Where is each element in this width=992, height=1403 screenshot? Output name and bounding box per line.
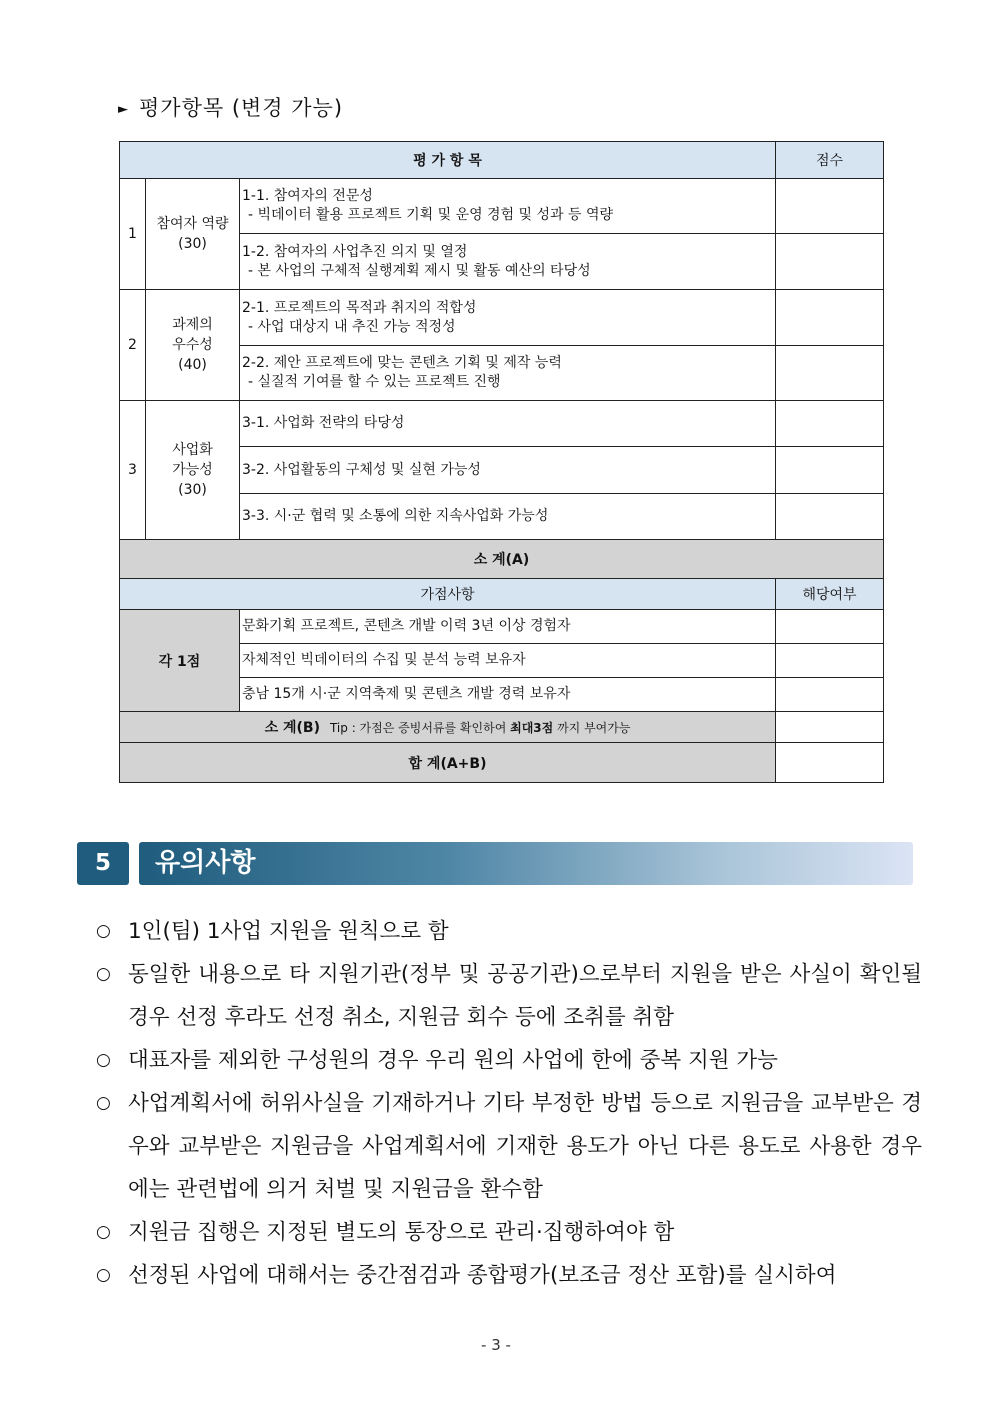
category-line: 참여자 역량 (156, 216, 229, 232)
bonus-item: 문화기획 프로젝트, 콘텐츠 개발 이력 3년 이상 경험자 (240, 610, 776, 644)
circle-bullet-icon: ○ (96, 1265, 111, 1285)
item-detail: - 실질적 기여를 할 수 있는 프로젝트 진행 (248, 374, 501, 390)
item-title: 3-1. 사업화 전략의 타당성 (242, 415, 405, 431)
evaluation-item (240, 401, 776, 447)
score-cell (776, 494, 884, 540)
circle-bullet-icon: ○ (96, 921, 111, 941)
note-text: 지원금 집행은 지정된 별도의 통장으로 관리·집행하여야 함 (128, 1220, 675, 1245)
group-number: 2 (120, 290, 146, 401)
category-line: 과제의 (172, 317, 213, 333)
item-title: 1-1. 참여자의 전문성 (242, 188, 373, 204)
group-category (146, 179, 240, 290)
note-text: 대표자를 제외한 구성원의 경우 우리 원의 사업에 한에 중복 지원 가능 (128, 1048, 778, 1073)
circle-bullet-icon: ○ (96, 1050, 111, 1070)
header-item: 평 가 항 목 (120, 142, 776, 179)
evaluation-item (240, 234, 776, 290)
section-heading (118, 92, 343, 122)
item-title: 2-1. 프로젝트의 목적과 취지의 적합성 (242, 299, 477, 316)
bonus-header: 가점사항 (120, 579, 776, 610)
item-title: 2-2. 제안 프로젝트에 맞는 콘텐츠 기획 및 제작 능력 (242, 355, 562, 371)
header-score: 점수 (776, 142, 884, 179)
score-cell (776, 346, 884, 401)
category-line: 사업화 (172, 442, 213, 458)
item-detail: - 빅데이터 활용 프로젝트 기획 및 운영 경험 및 성과 등 역량 (248, 207, 614, 223)
note-item (96, 953, 922, 1039)
note-item (96, 1039, 922, 1082)
evaluation-item (240, 346, 776, 401)
subtotal-a: 소 계(A) (120, 540, 884, 579)
section-header (77, 842, 913, 885)
group-category (146, 290, 240, 401)
item-title: 3-2. 사업활동의 구체성 및 실현 가능성 (242, 461, 481, 478)
evaluation-table (119, 141, 884, 783)
score-cell (776, 743, 884, 783)
category-line: (30) (178, 482, 207, 498)
score-cell (776, 712, 884, 743)
applicable-cell (776, 678, 884, 712)
heading-text: 평가항목 (변경 가능) (139, 96, 344, 120)
note-item (96, 910, 922, 953)
tip-text: Tip : 가점은 증빙서류를 확인하여 최대3점 까지 부여가능 (329, 721, 631, 735)
item-title: 3-3. 시·군 협력 및 소통에 의한 지속사업화 가능성 (242, 508, 549, 524)
category-line: (40) (178, 357, 207, 373)
item-detail: - 사업 대상지 내 추진 가능 적정성 (248, 318, 456, 335)
evaluation-item (240, 447, 776, 494)
evaluation-item (240, 494, 776, 540)
section-title: 유의사항 (139, 842, 913, 885)
notes-list (96, 910, 922, 1297)
evaluation-item (240, 179, 776, 234)
subtotal-b-row (120, 712, 776, 743)
item-detail: - 본 사업의 구체적 실행계획 제시 및 활동 예산의 타당성 (248, 262, 591, 279)
triangle-bullet-icon: ► (118, 102, 129, 117)
score-cell (776, 179, 884, 234)
evaluation-item (240, 290, 776, 346)
category-line: 우수성 (172, 337, 213, 353)
score-cell (776, 290, 884, 346)
bonus-item: 충남 15개 시·군 지역축제 및 콘텐츠 개발 경력 보유자 (240, 678, 776, 712)
note-item (96, 1211, 922, 1254)
bonus-item: 자체적인 빅데이터의 수집 및 분석 능력 보유자 (240, 644, 776, 678)
applicable-cell (776, 644, 884, 678)
bonus-label: 각 1점 (120, 610, 240, 712)
subtotal-b: 소 계(B) (264, 720, 320, 736)
section-number: 5 (77, 842, 129, 885)
group-number: 1 (120, 179, 146, 290)
score-cell (776, 234, 884, 290)
category-line: 가능성 (172, 462, 213, 478)
score-cell (776, 401, 884, 447)
applicable-cell (776, 610, 884, 644)
circle-bullet-icon: ○ (96, 1222, 111, 1242)
total: 합 계(A+B) (120, 743, 776, 783)
circle-bullet-icon: ○ (96, 964, 111, 984)
page-number: - 3 - (481, 1336, 511, 1354)
note-text: 동일한 내용으로 타 지원기관(정부 및 공공기관)으로부터 지원을 받은 사실이 확인될 경우 선정 후라도 선정 취소, 지원금 회수 등에 조취를 취함 (128, 962, 922, 1030)
group-number: 3 (120, 401, 146, 540)
circle-bullet-icon: ○ (96, 1093, 111, 1113)
note-text: 선정된 사업에 대해서는 중간점검과 종합평가(보조금 정산 포함)를 실시하여 (128, 1263, 837, 1288)
note-text: 1인(팀) 1사업 지원을 원칙으로 함 (128, 919, 449, 944)
group-category (146, 401, 240, 540)
note-item (96, 1254, 922, 1297)
score-cell (776, 447, 884, 494)
note-item (96, 1082, 922, 1211)
category-line: (30) (178, 236, 207, 252)
note-text: 사업계획서에 허위사실을 기재하거나 기타 부정한 방법 등으로 지원금을 교부받은 경우와 교부받은 지원금을 사업계획서에 기재한 용도가 아닌 다른 용도로 사용한 경우에는 관련법에 의거 처벌 및 지원금을 환수함 (128, 1091, 922, 1202)
bonus-applicable-header: 해당여부 (776, 579, 884, 610)
item-title: 1-2. 참여자의 사업추진 의지 및 열정 (242, 243, 468, 260)
